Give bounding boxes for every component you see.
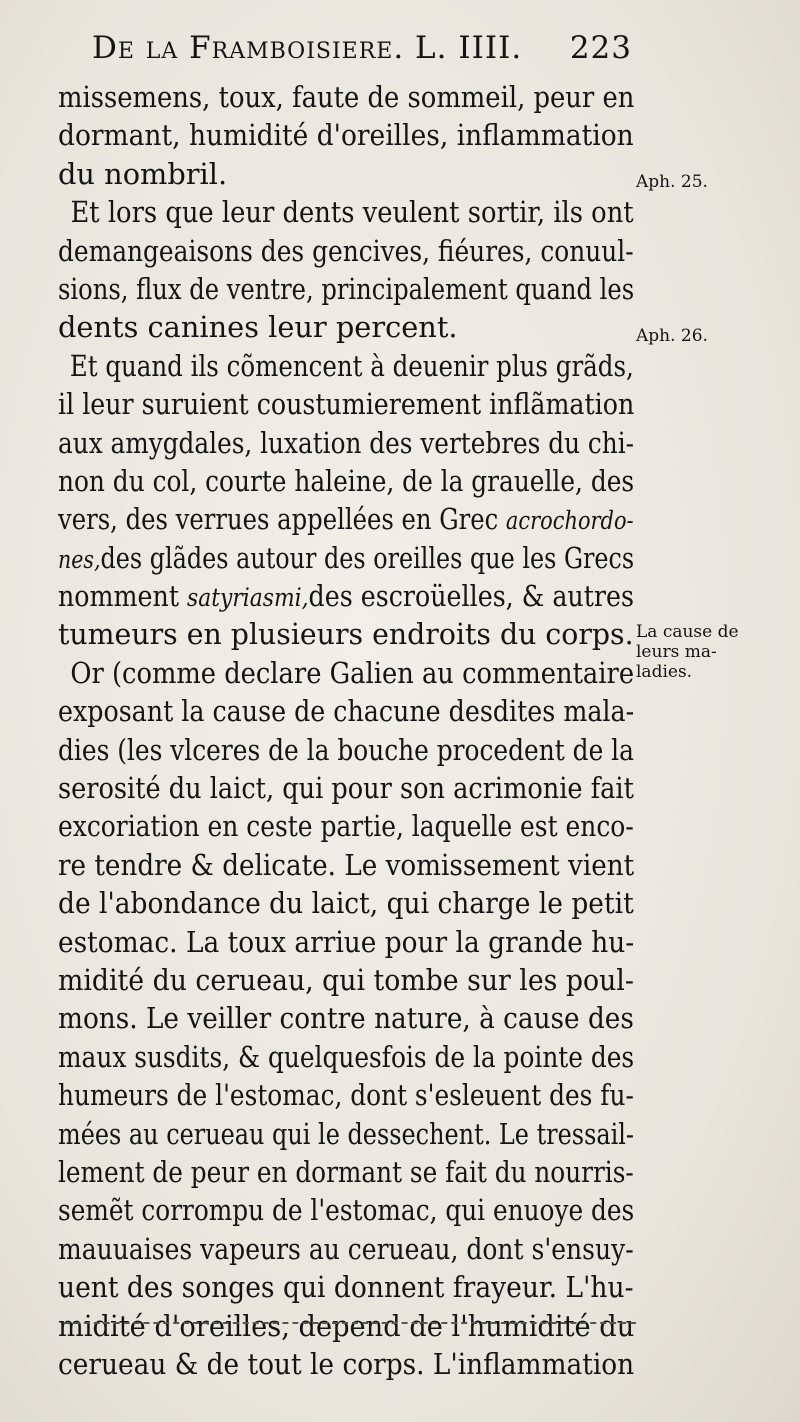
text-line <box>58 193 634 231</box>
italic-word: nes, <box>58 544 101 574</box>
text-line <box>58 1076 634 1114</box>
line-text-continued: des escroüelles, & autres <box>308 579 634 614</box>
line-text: du nombril. <box>58 156 228 191</box>
text-line <box>58 961 634 999</box>
line-text: re tendre & delicate. Le vomissement vient <box>58 847 635 882</box>
margin-note-aph-26: Aph. 26. <box>636 326 708 346</box>
line-text: mons. Le veiller contre nature, à cause des <box>58 1001 634 1036</box>
line-text: uent des songes qui donnent frayeur. L'hu- <box>58 1270 634 1305</box>
margin-note-cause: La cause de leurs ma- ladies. <box>636 622 739 682</box>
line-text: Et lors que leur dents veulent sortir, ils ont <box>70 195 634 230</box>
page-number: 223 <box>569 30 632 66</box>
text-line <box>58 769 634 807</box>
line-text: aux amygdales, luxation des vertebres du chi- <box>58 425 634 460</box>
text-line <box>58 1115 635 1153</box>
line-text: non du col, courte haleine, de la grauelle, des <box>58 463 635 498</box>
line-text: midité d'oreilles, depend de l'humidité du <box>58 1308 635 1343</box>
text-line <box>58 615 634 653</box>
text-line <box>58 1268 634 1306</box>
text-line <box>58 1307 635 1345</box>
line-text: semẽt corrompu de l'estomac, qui enuoye des <box>58 1193 635 1228</box>
text-line <box>58 78 635 116</box>
italic-word: satyriasmi, <box>187 583 309 613</box>
margin-note-aph-25: Aph. 25. <box>636 172 708 192</box>
text-line <box>58 1230 634 1268</box>
line-text: estomac. La toux arriue pour la grande hu- <box>58 924 635 959</box>
text-line <box>58 731 634 769</box>
line-text: cerueau & de tout le corps. L'inflammation <box>58 1346 635 1381</box>
line-text: dormant, humidité d'oreilles, inflammation <box>58 118 634 153</box>
running-header <box>92 30 632 72</box>
text-line <box>58 654 635 692</box>
text-line <box>58 923 635 961</box>
line-text: sions, flux de ventre, principalement quand les <box>58 271 635 306</box>
line-text: tumeurs en plusieurs endroits du corps. <box>58 617 634 652</box>
line-text: demangeaisons des gencives, fiéures, conuul- <box>58 233 634 268</box>
text-line <box>58 385 635 423</box>
text-line <box>58 884 634 922</box>
text-line <box>58 1153 634 1191</box>
line-text: mauuaises vapeurs au cerueau, dont s'ensuy- <box>58 1231 634 1266</box>
text-line <box>58 155 634 193</box>
line-text: excoriation en ceste partie, laquelle est enco- <box>58 809 634 844</box>
line-text: il leur suruient coustumierement inflãmation <box>58 387 635 422</box>
text-line <box>58 807 634 845</box>
line-text: Et quand ils cõmencent à deuenir plus grãds, <box>69 348 634 383</box>
bottom-rule <box>64 1322 636 1324</box>
line-text: nomment <box>58 579 188 614</box>
text-line <box>58 462 635 500</box>
text-line <box>58 1191 635 1229</box>
text-line <box>58 308 634 346</box>
running-title: De la Framboisiere. L. IIII. <box>92 30 523 66</box>
text-line <box>58 692 635 730</box>
text-line <box>58 270 635 308</box>
text-line <box>58 232 634 270</box>
line-text: des glãdes autour des oreilles que les Grecs <box>100 540 635 575</box>
text-line <box>58 116 634 154</box>
line-text: serosité du laict, qui pour son acrimonie fait <box>58 771 634 806</box>
text-line <box>58 1345 635 1383</box>
body-text <box>58 78 638 1383</box>
text-line <box>58 539 635 577</box>
text-line <box>58 424 634 462</box>
line-text: mées au cerueau qui le dessechent. Le tressail- <box>58 1116 635 1151</box>
line-text: midité du cerueau, qui tombe sur les poul- <box>58 962 634 997</box>
text-line <box>58 999 634 1037</box>
line-text: exposant la cause de chacune desdites mala- <box>58 694 635 729</box>
line-text: missemens, toux, faute de sommeil, peur en <box>58 80 635 114</box>
line-text: humeurs de l'estomac, dont s'esleuent des fu- <box>58 1078 634 1113</box>
line-text: dents canines leur percent. <box>58 310 458 345</box>
line-text: vers, des verrues appellées en Grec <box>58 502 506 537</box>
italic-word: acrochordo- <box>505 506 634 536</box>
text-line <box>58 500 634 538</box>
text-line <box>58 577 634 615</box>
line-text: Or (comme declare Galien au commentaire <box>70 655 635 690</box>
line-text: maux susdits, & quelquesfois de la pointe des <box>58 1039 635 1074</box>
text-line <box>58 846 635 884</box>
text-line <box>58 347 634 385</box>
line-text: de l'abondance du laict, qui charge le petit <box>58 886 634 921</box>
line-text: lement de peur en dormant se fait du nourris- <box>58 1154 634 1189</box>
text-line <box>58 1038 635 1076</box>
line-text: dies (les vlceres de la bouche procedent de la <box>58 732 634 767</box>
